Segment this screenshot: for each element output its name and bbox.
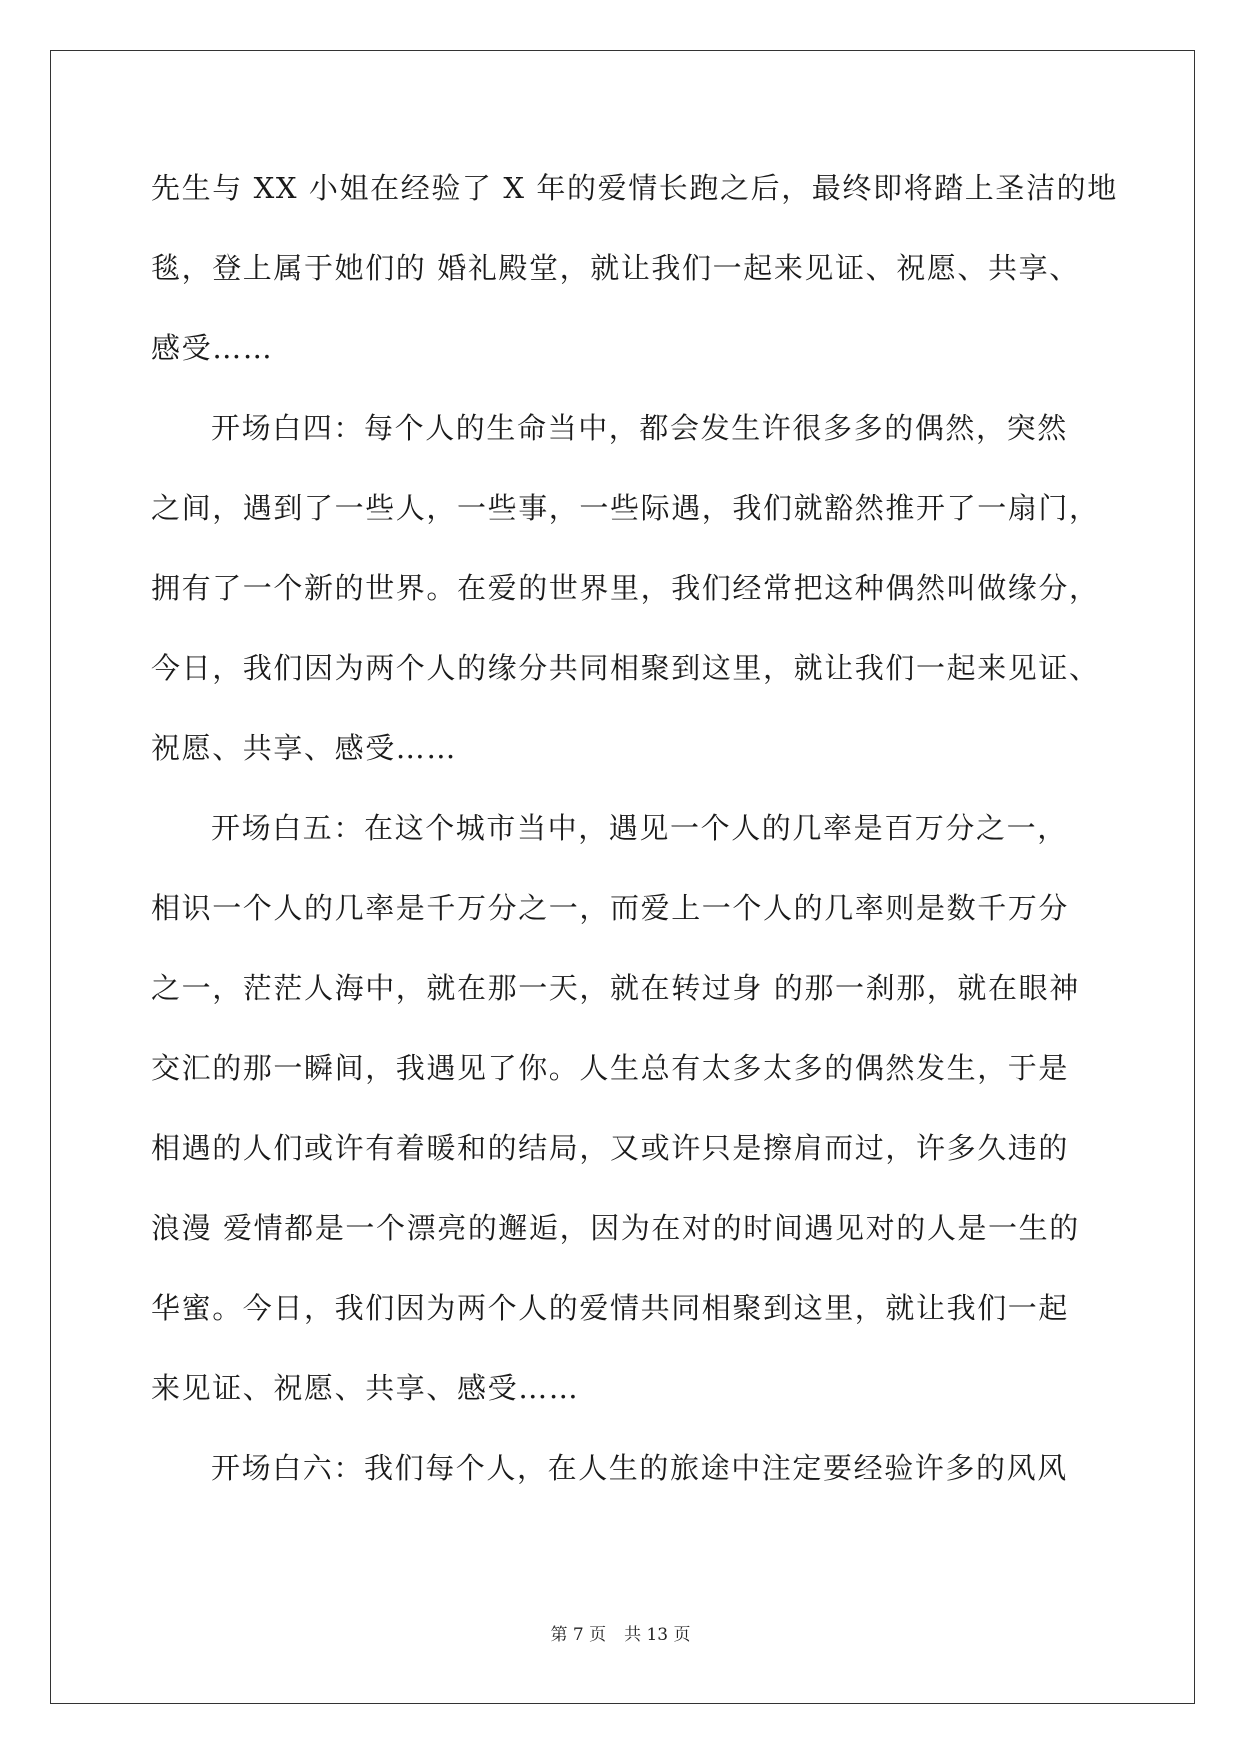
page-number: 第 7 页	[550, 1625, 607, 1645]
text-line: 毯，登上属于她们的 婚礼殿堂，就让我们一起来见证、祝愿、共享、	[151, 251, 1080, 285]
text-line: 相识一个人的几率是千万分之一，而爱上一个人的几率则是数千万分	[151, 891, 1070, 925]
text-line: 华蜜。今日，我们因为两个人的爱情共同相聚到这里，就让我们一起	[151, 1291, 1070, 1325]
text-line: 今日，我们因为两个人的缘分共同相聚到这里，就让我们一起来见证、	[151, 651, 1100, 685]
paragraph-start-line: 开场白四：每个人的生命当中，都会发生许很多多的偶然，突然	[211, 411, 1068, 445]
text-line: 交汇的那一瞬间，我遇见了你。人生总有太多太多的偶然发生，于是	[151, 1051, 1070, 1085]
page-footer	[0, 1620, 1241, 1645]
text-line: 拥有了一个新的世界。在爱的世界里，我们经常把这种偶然叫做缘分，	[151, 571, 1100, 605]
text-line: 感受……	[151, 331, 274, 365]
text-line: 之一，茫茫人海中，就在那一天，就在转过身 的那一刹那，就在眼神	[151, 971, 1080, 1005]
text-line: 先生与 XX 小姐在经验了 X 年的爱情长跑之后，最终即将踏上圣洁的地	[151, 171, 1118, 205]
text-line: 来见证、祝愿、共享、感受……	[151, 1371, 580, 1405]
paragraph-start-line: 开场白五：在这个城市当中，遇见一个人的几率是百万分之一，	[211, 811, 1068, 845]
text-line: 相遇的人们或许有着暖和的结局，又或许只是擦肩而过，许多久违的	[151, 1131, 1070, 1165]
document-body	[151, 158, 1118, 1518]
page-total: 共 13 页	[624, 1625, 691, 1645]
text-line: 祝愿、共享、感受……	[151, 731, 458, 765]
paragraph-start-line: 开场白六：我们每个人，在人生的旅途中注定要经验许多的风风	[211, 1451, 1068, 1485]
text-line: 浪漫 爱情都是一个漂亮的邂逅，因为在对的时间遇见对的人是一生的	[151, 1211, 1080, 1245]
text-line: 之间，遇到了一些人，一些事，一些际遇，我们就豁然推开了一扇门，	[151, 491, 1100, 525]
